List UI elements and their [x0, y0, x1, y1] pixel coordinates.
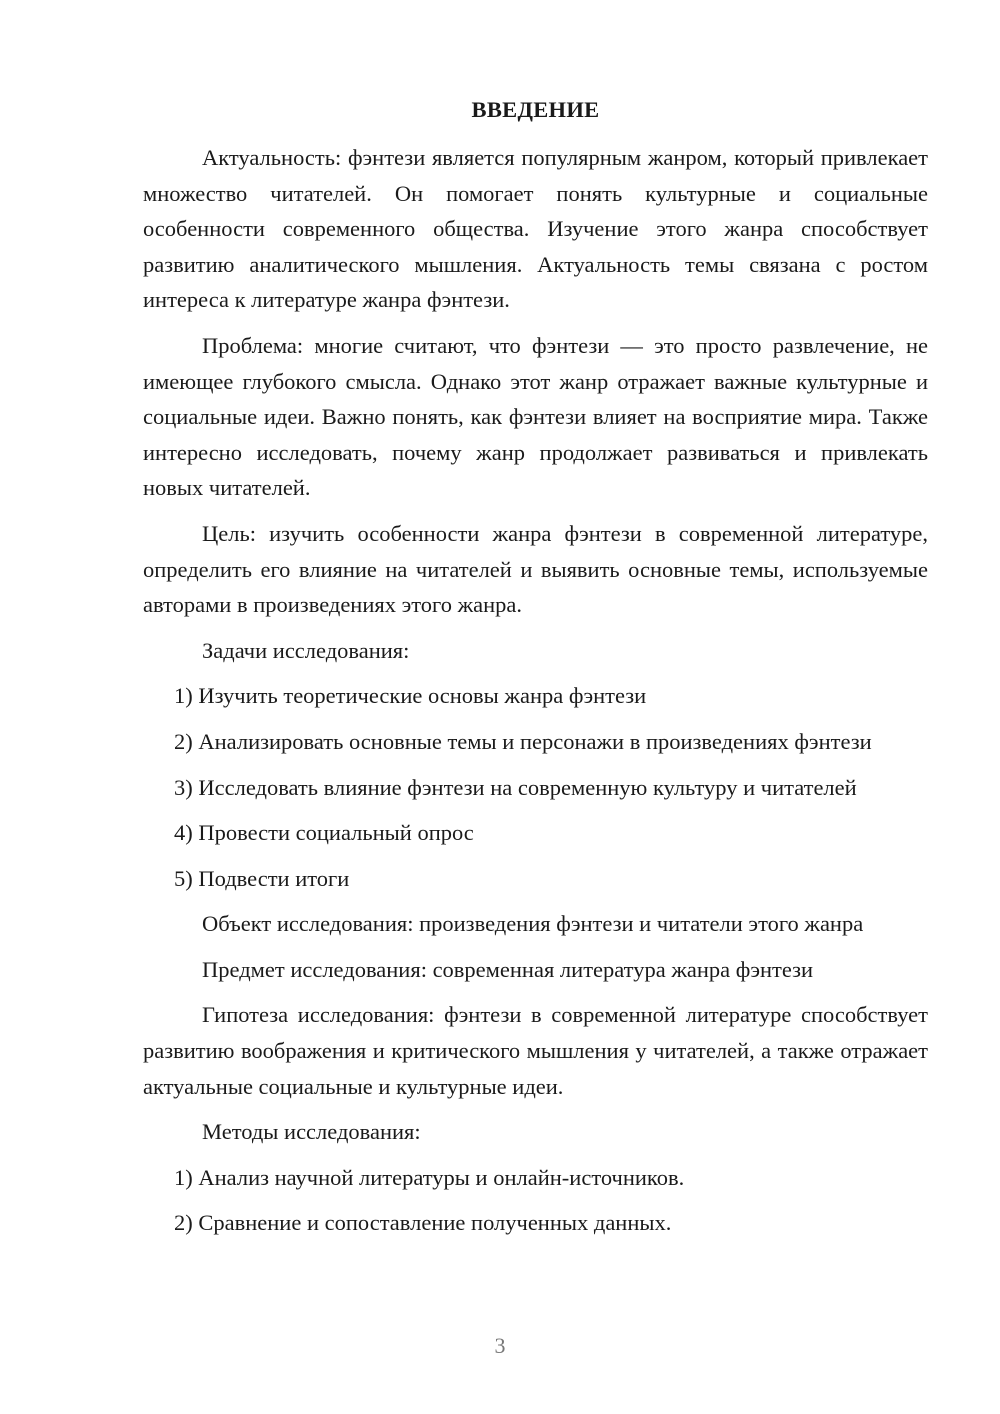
method-item: 2) Сравнение и сопоставление полученных данных. [174, 1210, 672, 1236]
subject-paragraph: Предмет исследования: современная литература жанра фэнтези [202, 956, 814, 982]
problem-paragraph: Проблема: многие считают, что фэнтези — это просто развлечение, не имеющее глубокого смысла. Однако этот жанр отражает важные культурные и социальные идеи. Важно понять, как фэнтези влияет на восприятие мира. Также интересно исследовать, почему жанр продолжает развиваться и привлекать новых читателей. [143, 332, 928, 501]
task-item: 4) Провести социальный опрос [174, 820, 474, 846]
task-item: 5) Подвести итоги [174, 865, 350, 891]
task-item: 2) Анализировать основные темы и персонажи в произведениях фэнтези [174, 728, 872, 754]
hypothesis-paragraph: Гипотеза исследования: фэнтези в современной литературе способствует развитию воображения и критического мышления у читателей, а также отражает актуальные социальные и культурные идеи. [143, 1002, 928, 1099]
methods-heading: Методы исследования: [202, 1119, 421, 1145]
document-page [143, 92, 928, 1241]
task-item: 3) Исследовать влияние фэнтези на современную культуру и читателей [174, 774, 857, 800]
goal-paragraph: Цель: изучить особенности жанра фэнтези в современной литературе, определить его влияние на читателей и выявить основные темы, используемые авторами в произведениях этого жанра. [143, 520, 928, 618]
relevance-paragraph: Актуальность: фэнтези является популярным жанром, который привлекает множество читателей. Он помогает понять культурные и социальные особенности современного общества. Изучение этого жанра способствует развитию аналитического мышления. Актуальность темы связана с ростом интереса к литературе жанра фэнтези. [143, 145, 928, 313]
object-paragraph: Объект исследования: произведения фэнтези и читатели этого жанра [202, 911, 864, 937]
task-item: 1) Изучить теоретические основы жанра фэнтези [174, 683, 647, 709]
section-title: ВВЕДЕНИЕ [471, 97, 600, 122]
method-item: 1) Анализ научной литературы и онлайн-источников. [174, 1164, 685, 1190]
tasks-heading: Задачи исследования: [202, 637, 410, 663]
page-number: 3 [494, 1333, 506, 1358]
